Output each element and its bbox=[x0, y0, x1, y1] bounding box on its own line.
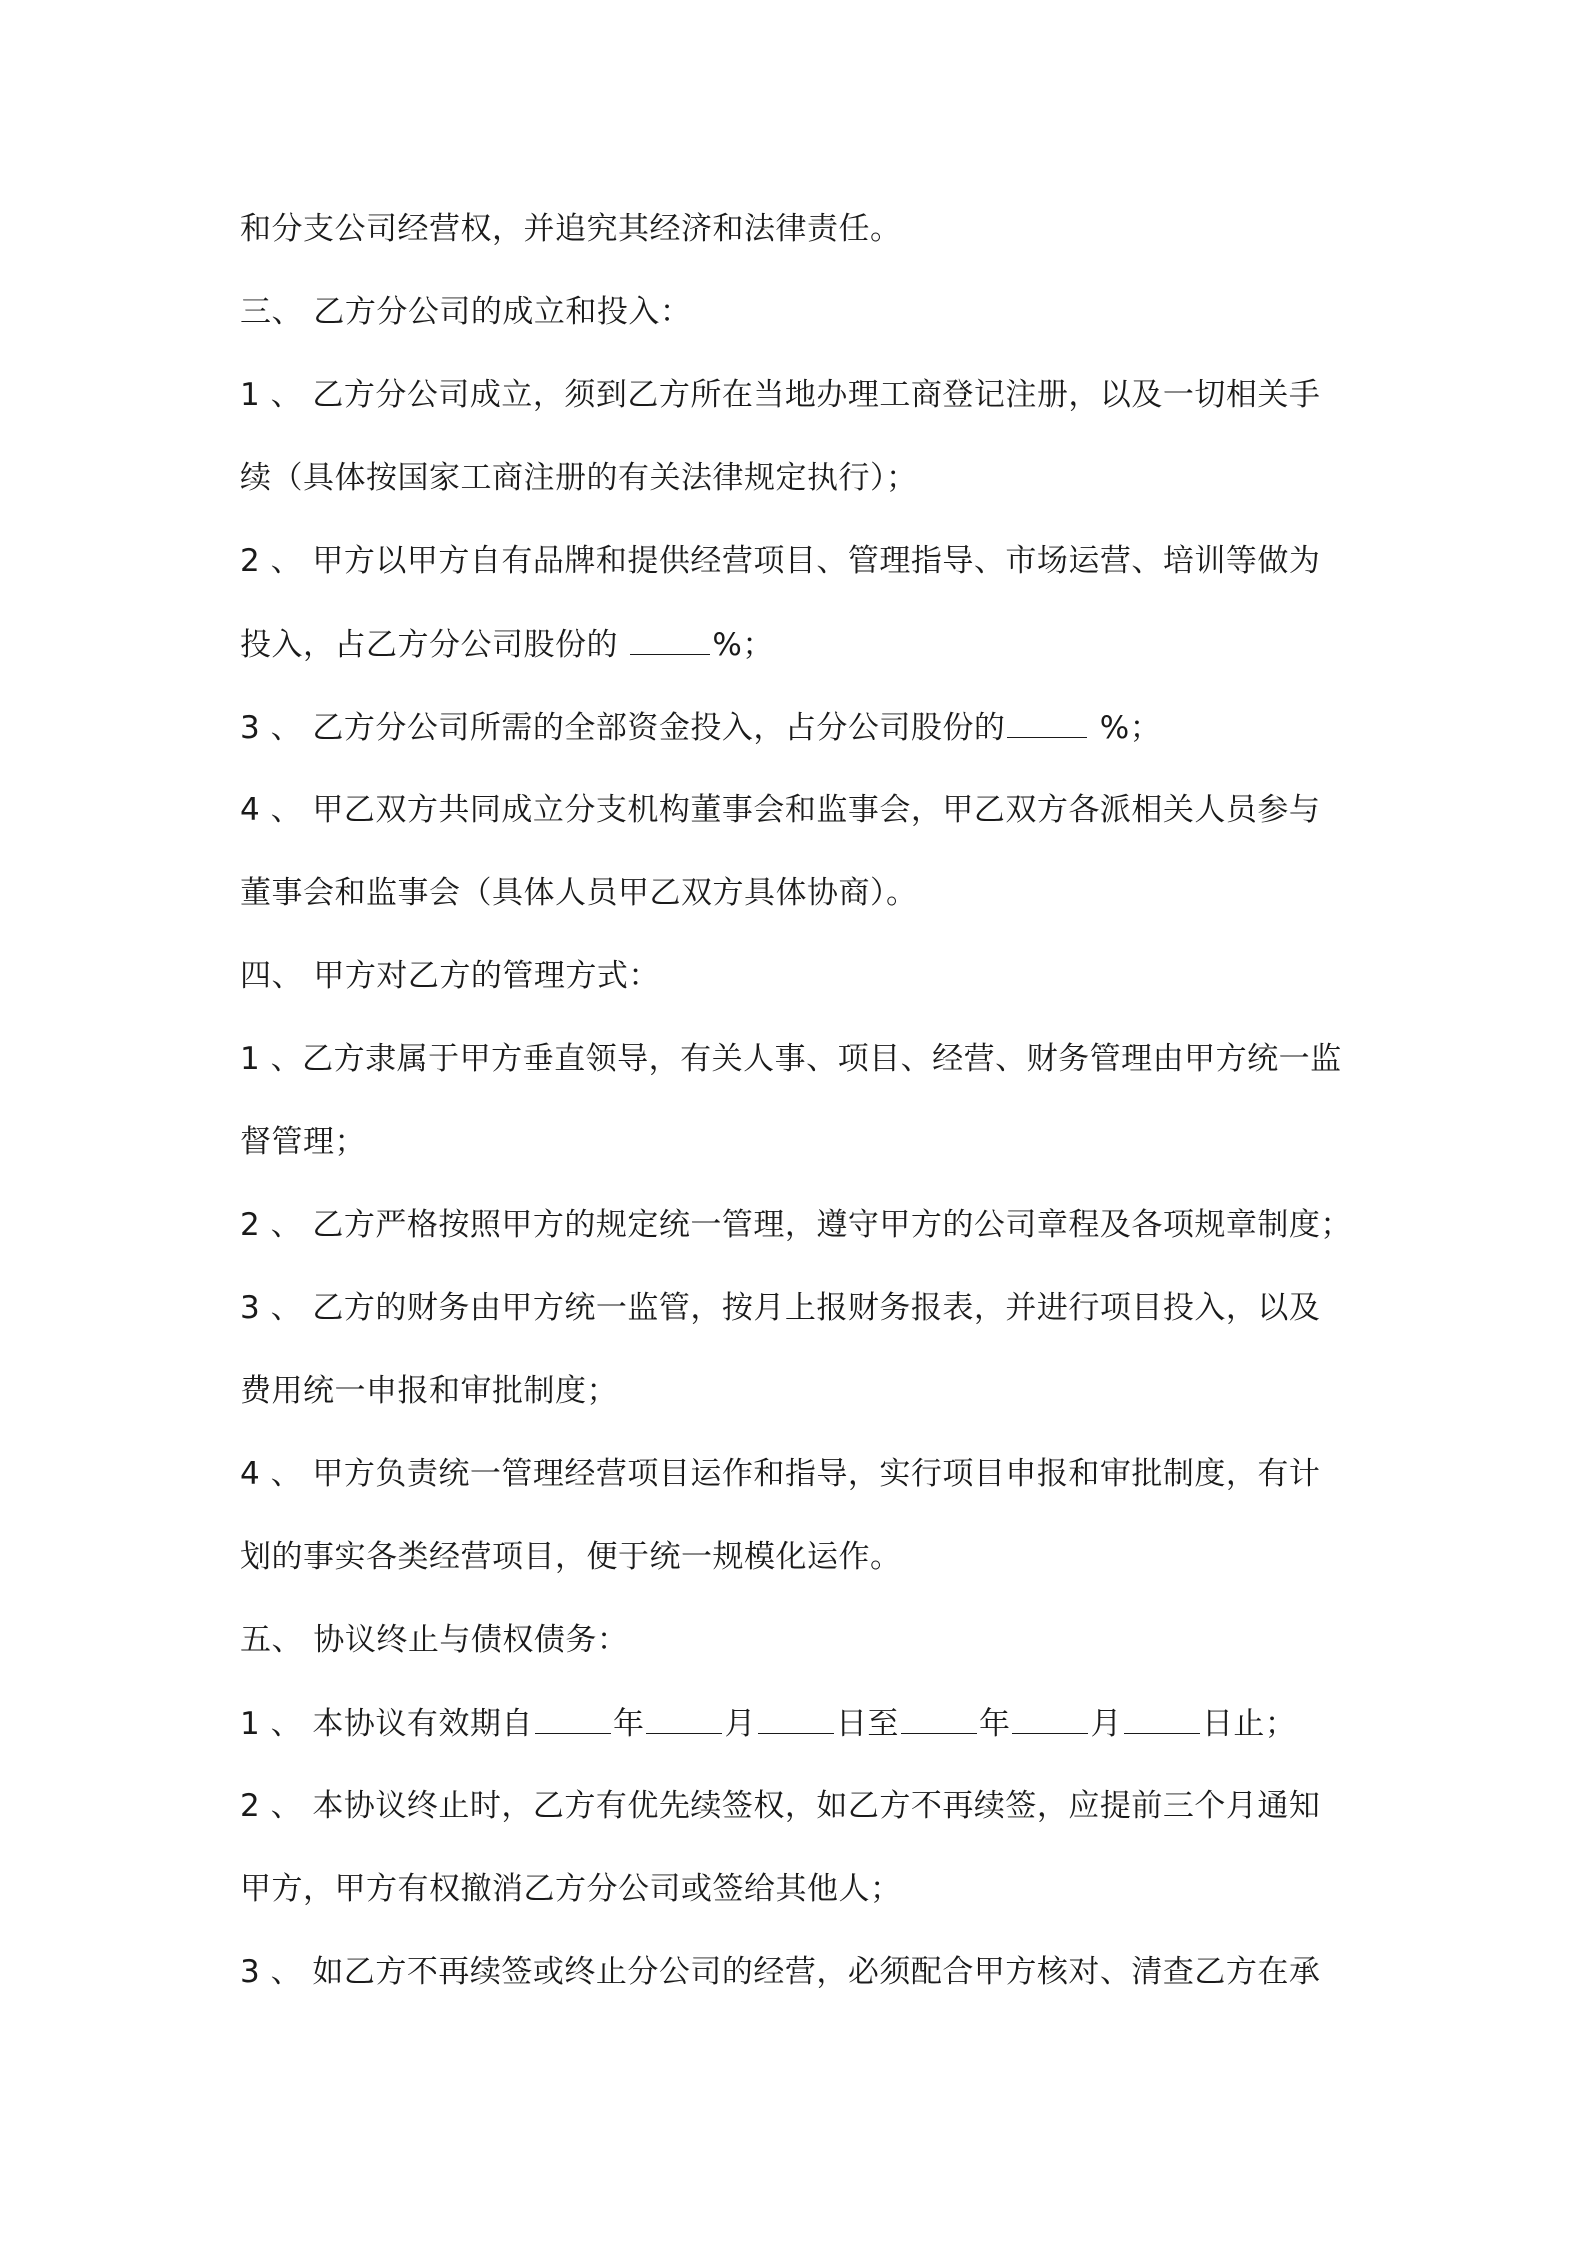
clause-3-4-line-2 bbox=[240, 873, 918, 913]
line-text: 五、 协议终止与债权债务： bbox=[240, 1622, 629, 1658]
line-text: 1 、乙方隶属于甲方垂直领导，有关人事、项目、经营、财务管理由甲方统一监 bbox=[240, 1041, 1342, 1077]
section-heading-3 bbox=[240, 292, 691, 332]
clause-4-4-line-1 bbox=[240, 1454, 1320, 1494]
line-text: 续（具体按国家工商注册的有关法律规定执行）； bbox=[240, 460, 918, 496]
year-label: 年 bbox=[612, 1706, 645, 1742]
section-heading-5 bbox=[240, 1620, 628, 1660]
share-percentage-blank[interactable] bbox=[630, 624, 710, 655]
month-label: 月 bbox=[1090, 1706, 1122, 1742]
capital-percentage-blank[interactable] bbox=[1007, 707, 1087, 738]
line-text: 3 、 乙方的财务由甲方统一监管，按月上报财务报表，并进行项目投入，以及 bbox=[240, 1290, 1321, 1326]
line-text: 4 、 甲乙双方共同成立分支机构董事会和监事会，甲乙双方各派相关人员参与 bbox=[240, 792, 1321, 828]
day-to-label: 日至 bbox=[835, 1706, 899, 1742]
clause-4-3-line-2 bbox=[240, 1371, 618, 1411]
line-text: 4 、 甲方负责统一管理经营项目运作和指导，实行项目申报和审批制度，有计 bbox=[240, 1456, 1321, 1492]
clause-4-1-line-1 bbox=[240, 1039, 1342, 1079]
line-text: 2 、 甲方以甲方自有品牌和提供经营项目、管理指导、市场运营、培训等做为 bbox=[240, 543, 1321, 579]
end-year-blank[interactable] bbox=[901, 1703, 977, 1734]
line-text: 1 、 本协议有效期自 bbox=[240, 1706, 533, 1742]
start-day-blank[interactable] bbox=[758, 1703, 834, 1734]
day-end-label: 日止； bbox=[1201, 1706, 1297, 1742]
clause-4-4-line-2 bbox=[240, 1537, 902, 1577]
line-text: 董事会和监事会（具体人员甲乙双方具体协商）。 bbox=[240, 875, 918, 911]
clause-3-1-line-2 bbox=[240, 458, 918, 498]
line-text: 3 、 乙方分公司所需的全部资金投入，占分公司股份的 bbox=[240, 710, 1006, 746]
line-text: 甲方，甲方有权撤消乙方分公司或签给其他人； bbox=[240, 1871, 902, 1907]
clause-4-2-line bbox=[240, 1205, 1352, 1245]
line-text: 和分支公司经营权，并追究其经济和法律责任。 bbox=[240, 211, 902, 247]
line-text: 督管理； bbox=[240, 1124, 366, 1160]
line-text: 三、 乙方分公司的成立和投入： bbox=[240, 294, 692, 330]
clause-3-2-line-2 bbox=[240, 624, 774, 665]
year-label: 年 bbox=[978, 1706, 1011, 1742]
paragraph-line bbox=[240, 209, 902, 249]
end-month-blank[interactable] bbox=[1012, 1703, 1088, 1734]
line-text: 投入，占乙方分公司股份的 bbox=[240, 627, 629, 663]
line-text: %； bbox=[712, 627, 774, 663]
clause-5-1-line bbox=[240, 1703, 1296, 1744]
clause-3-4-line-1 bbox=[240, 790, 1320, 830]
line-text: 四、 甲方对乙方的管理方式： bbox=[240, 958, 660, 994]
line-text: 费用统一申报和审批制度； bbox=[240, 1373, 618, 1409]
clause-3-1-line-1 bbox=[240, 375, 1320, 415]
month-label: 月 bbox=[724, 1706, 756, 1742]
line-text: 2 、 乙方严格按照甲方的规定统一管理，遵守甲方的公司章程及各项规章制度； bbox=[240, 1207, 1352, 1243]
clause-3-3-line bbox=[240, 707, 1161, 748]
clause-4-1-line-2 bbox=[240, 1122, 366, 1162]
end-day-blank[interactable] bbox=[1124, 1703, 1200, 1734]
clause-5-2-line-2 bbox=[240, 1869, 902, 1909]
line-text: 3 、 如乙方不再续签或终止分公司的经营，必须配合甲方核对、清查乙方在承 bbox=[240, 1954, 1321, 1990]
clause-5-2-line-1 bbox=[240, 1786, 1320, 1826]
section-heading-4 bbox=[240, 956, 660, 996]
line-text: 划的事实各类经营项目，便于统一规模化运作。 bbox=[240, 1539, 902, 1575]
line-text: %； bbox=[1089, 710, 1162, 746]
start-year-blank[interactable] bbox=[535, 1703, 611, 1734]
line-text: 1 、 乙方分公司成立，须到乙方所在当地办理工商登记注册，以及一切相关手 bbox=[240, 377, 1321, 413]
clause-4-3-line-1 bbox=[240, 1288, 1320, 1328]
line-text: 2 、 本协议终止时，乙方有优先续签权，如乙方不再续签，应提前三个月通知 bbox=[240, 1788, 1321, 1824]
start-month-blank[interactable] bbox=[646, 1703, 722, 1734]
clause-5-3-line-1 bbox=[240, 1952, 1320, 1992]
clause-3-2-line-1 bbox=[240, 541, 1320, 581]
